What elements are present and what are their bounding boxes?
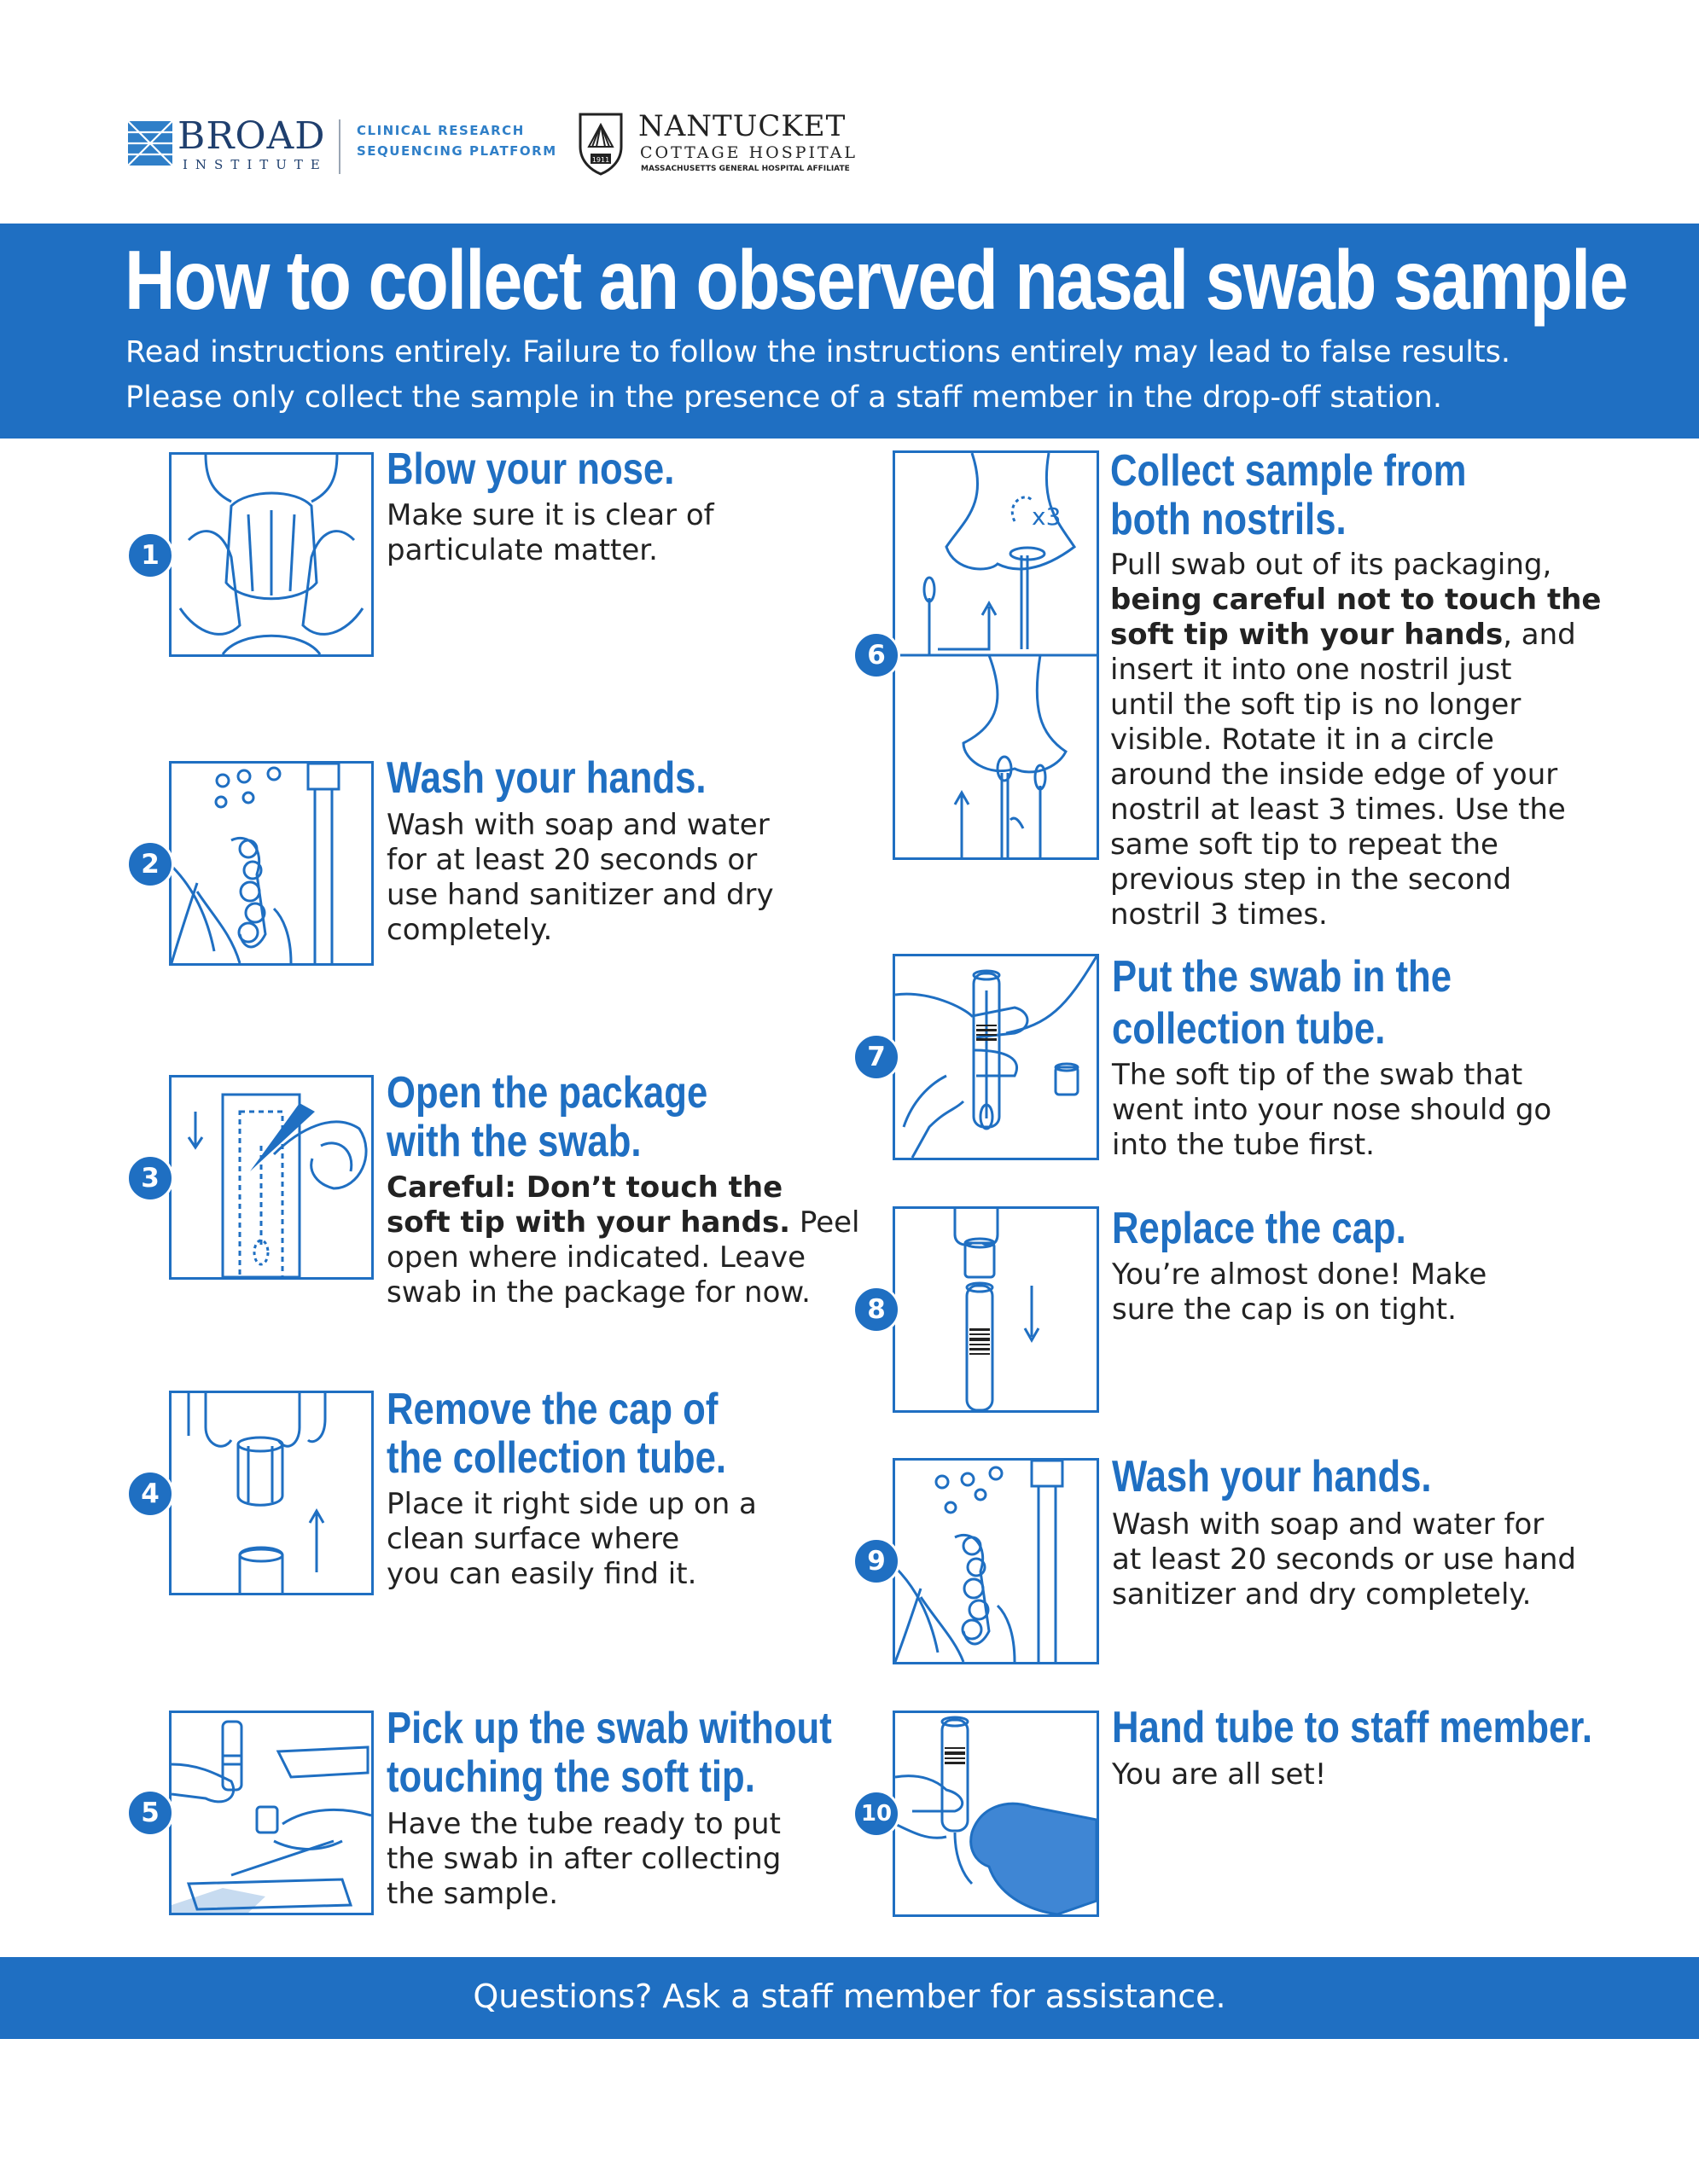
step-3-heading-line-1: Open the package bbox=[387, 1068, 708, 1118]
step-6-body-line-10: previous step in the second bbox=[1110, 863, 1512, 897]
step-7-illustration bbox=[893, 954, 1099, 1160]
step-8-body-line-2: sure the cap is on tight. bbox=[1112, 1292, 1457, 1327]
step-8-number: 8 bbox=[852, 1286, 900, 1333]
step-5-body-line-3: the sample. bbox=[387, 1877, 559, 1911]
step-5-illustration bbox=[169, 1711, 374, 1915]
step-6-illustration bbox=[893, 450, 1099, 860]
step-10-number: 10 bbox=[852, 1790, 900, 1838]
step-2-number: 2 bbox=[126, 840, 174, 888]
step-8-illustration bbox=[893, 1206, 1099, 1413]
step-6-body-line-8: nostril at least 3 times. Use the bbox=[1110, 793, 1566, 827]
step-9-body-line-2: at least 20 seconds or use hand bbox=[1112, 1542, 1576, 1577]
broad-subtitle: INSTITUTE bbox=[183, 157, 328, 172]
hospital-name: NANTUCKET bbox=[638, 109, 847, 143]
step-2-body-line-3: use hand sanitizer and dry bbox=[387, 878, 774, 912]
step-7-body-line-1: The soft tip of the swab that bbox=[1112, 1058, 1523, 1092]
step-8-heading: Replace the cap. bbox=[1112, 1204, 1406, 1253]
step-7-heading-line-1: Put the swab in the bbox=[1112, 952, 1452, 1002]
step-2-body-line-4: completely. bbox=[387, 913, 553, 947]
step-6-body-line-5: until the soft tip is no longer bbox=[1110, 688, 1522, 722]
step-2-body-line-1: Wash with soap and water bbox=[387, 808, 770, 842]
hospital-subtitle: COTTAGE HOSPITAL bbox=[640, 143, 858, 162]
step-2-illustration bbox=[169, 761, 374, 966]
step-5-body-line-1: Have the tube ready to put bbox=[387, 1807, 781, 1841]
broad-logo-mark-icon bbox=[128, 121, 172, 166]
instructions-line-2: Please only collect the sample in the presence of a staff member in the drop-off station. bbox=[125, 380, 1442, 415]
step-4-illustration bbox=[169, 1391, 374, 1595]
step-9-illustration bbox=[893, 1458, 1099, 1664]
step-9-body-line-1: Wash with soap and water for bbox=[1112, 1507, 1545, 1542]
step-4-body-line-2: clean surface where bbox=[387, 1522, 680, 1556]
step-10-heading: Hand tube to staff member. bbox=[1112, 1703, 1593, 1752]
step-5-heading-line-2: touching the soft tip. bbox=[387, 1752, 755, 1802]
step-7-heading-line-2: collection tube. bbox=[1112, 1004, 1386, 1054]
step-3-heading-line-2: with the swab. bbox=[387, 1117, 642, 1166]
step-9-body-line-3: sanitizer and dry completely. bbox=[1112, 1577, 1532, 1612]
step-3-body-line-1: Careful: Don’t touch the bbox=[387, 1170, 783, 1205]
step-1-body-line-2: particulate matter. bbox=[387, 533, 658, 567]
instructions-line-1: Read instructions entirely. Failure to follow the instructions entirely may lead to false results. bbox=[125, 335, 1511, 369]
step-6-heading-line-1: Collect sample from bbox=[1110, 446, 1467, 496]
step-5-number: 5 bbox=[126, 1789, 174, 1837]
hospital-crest-year: 1911 bbox=[591, 156, 610, 164]
step-6-body-line-1: Pull swab out of its packaging, bbox=[1110, 548, 1552, 582]
step-6-body-line-9: same soft tip to repeat the bbox=[1110, 828, 1498, 862]
step-1-illustration bbox=[169, 452, 374, 657]
swab-in-tube-icon bbox=[895, 956, 1097, 1158]
step-6-heading-line-2: both nostrils. bbox=[1110, 495, 1347, 544]
hospital-crest-icon bbox=[579, 113, 623, 176]
step-10-body-line-1: You are all set! bbox=[1112, 1757, 1327, 1792]
step-3-body-line-3: open where indicated. Leave bbox=[387, 1240, 806, 1275]
wash-hands-icon bbox=[172, 764, 371, 963]
step-9-heading: Wash your hands. bbox=[1112, 1452, 1432, 1502]
step-2-body-line-2: for at least 20 seconds or bbox=[387, 843, 758, 877]
step-6-body-line-6: visible. Rotate it in a circle bbox=[1110, 723, 1494, 757]
step-4-heading-line-1: Remove the cap of bbox=[387, 1385, 719, 1434]
page-title: How to collect an observed nasal swab sample bbox=[125, 233, 1627, 327]
step-4-number: 4 bbox=[126, 1470, 174, 1518]
step-4-body-line-1: Place it right side up on a bbox=[387, 1487, 757, 1521]
step-6-body-line-11: nostril 3 times. bbox=[1110, 897, 1328, 932]
step-8-body-line-1: You’re almost done! Make bbox=[1112, 1258, 1487, 1292]
collect-nostrils-icon bbox=[895, 453, 1097, 857]
step-6-body-line-2: being careful not to touch the bbox=[1110, 583, 1602, 617]
step-6-body-line-3: soft tip with your hands, and bbox=[1110, 618, 1576, 652]
step-7-body-line-2: went into your nose should go bbox=[1112, 1093, 1552, 1127]
step-4-body-line-3: you can easily find it. bbox=[387, 1557, 697, 1591]
step-3-number: 3 bbox=[126, 1154, 174, 1202]
step-6-body-line-7: around the inside edge of your bbox=[1110, 758, 1558, 792]
step-6-number: 6 bbox=[852, 631, 900, 679]
remove-cap-icon bbox=[172, 1393, 371, 1593]
step-7-number: 7 bbox=[852, 1033, 900, 1081]
step-9-number: 9 bbox=[852, 1537, 900, 1585]
blow-nose-icon bbox=[172, 455, 371, 654]
step-2-heading: Wash your hands. bbox=[387, 753, 707, 803]
step-1-body-line-1: Make sure it is clear of bbox=[387, 498, 714, 532]
step-5-body-line-2: the swab in after collecting bbox=[387, 1842, 782, 1876]
platform-label: CLINICAL RESEARCH SEQUENCING PLATFORM bbox=[357, 123, 557, 159]
replace-cap-icon bbox=[895, 1209, 1097, 1410]
step-3-body-line-4: swab in the package for now. bbox=[387, 1275, 811, 1310]
footer-text: Questions? Ask a staff member for assistance. bbox=[473, 1978, 1226, 2015]
open-package-icon bbox=[172, 1077, 371, 1277]
pick-up-swab-icon bbox=[172, 1713, 371, 1913]
step-7-body-line-3: into the tube first. bbox=[1112, 1128, 1375, 1162]
step-6-rotate-label: x3 bbox=[1032, 502, 1062, 531]
step-3-illustration bbox=[169, 1075, 374, 1280]
step-5-heading-line-1: Pick up the swab without bbox=[387, 1704, 832, 1753]
step-4-heading-line-2: the collection tube. bbox=[387, 1433, 727, 1483]
step-6-body-line-4: insert it into one nostril just bbox=[1110, 653, 1512, 687]
wash-hands-icon bbox=[895, 1461, 1097, 1662]
hand-tube-icon bbox=[895, 1713, 1097, 1914]
logo-divider bbox=[339, 119, 340, 174]
step-3-body-line-2: soft tip with your hands. Peel bbox=[387, 1205, 860, 1240]
broad-name: BROAD bbox=[177, 114, 326, 158]
step-1-number: 1 bbox=[126, 531, 174, 579]
step-1-heading: Blow your nose. bbox=[387, 444, 675, 494]
step-10-illustration bbox=[893, 1711, 1099, 1917]
hospital-affiliate: MASSACHUSETTS GENERAL HOSPITAL AFFILIATE bbox=[641, 165, 850, 173]
